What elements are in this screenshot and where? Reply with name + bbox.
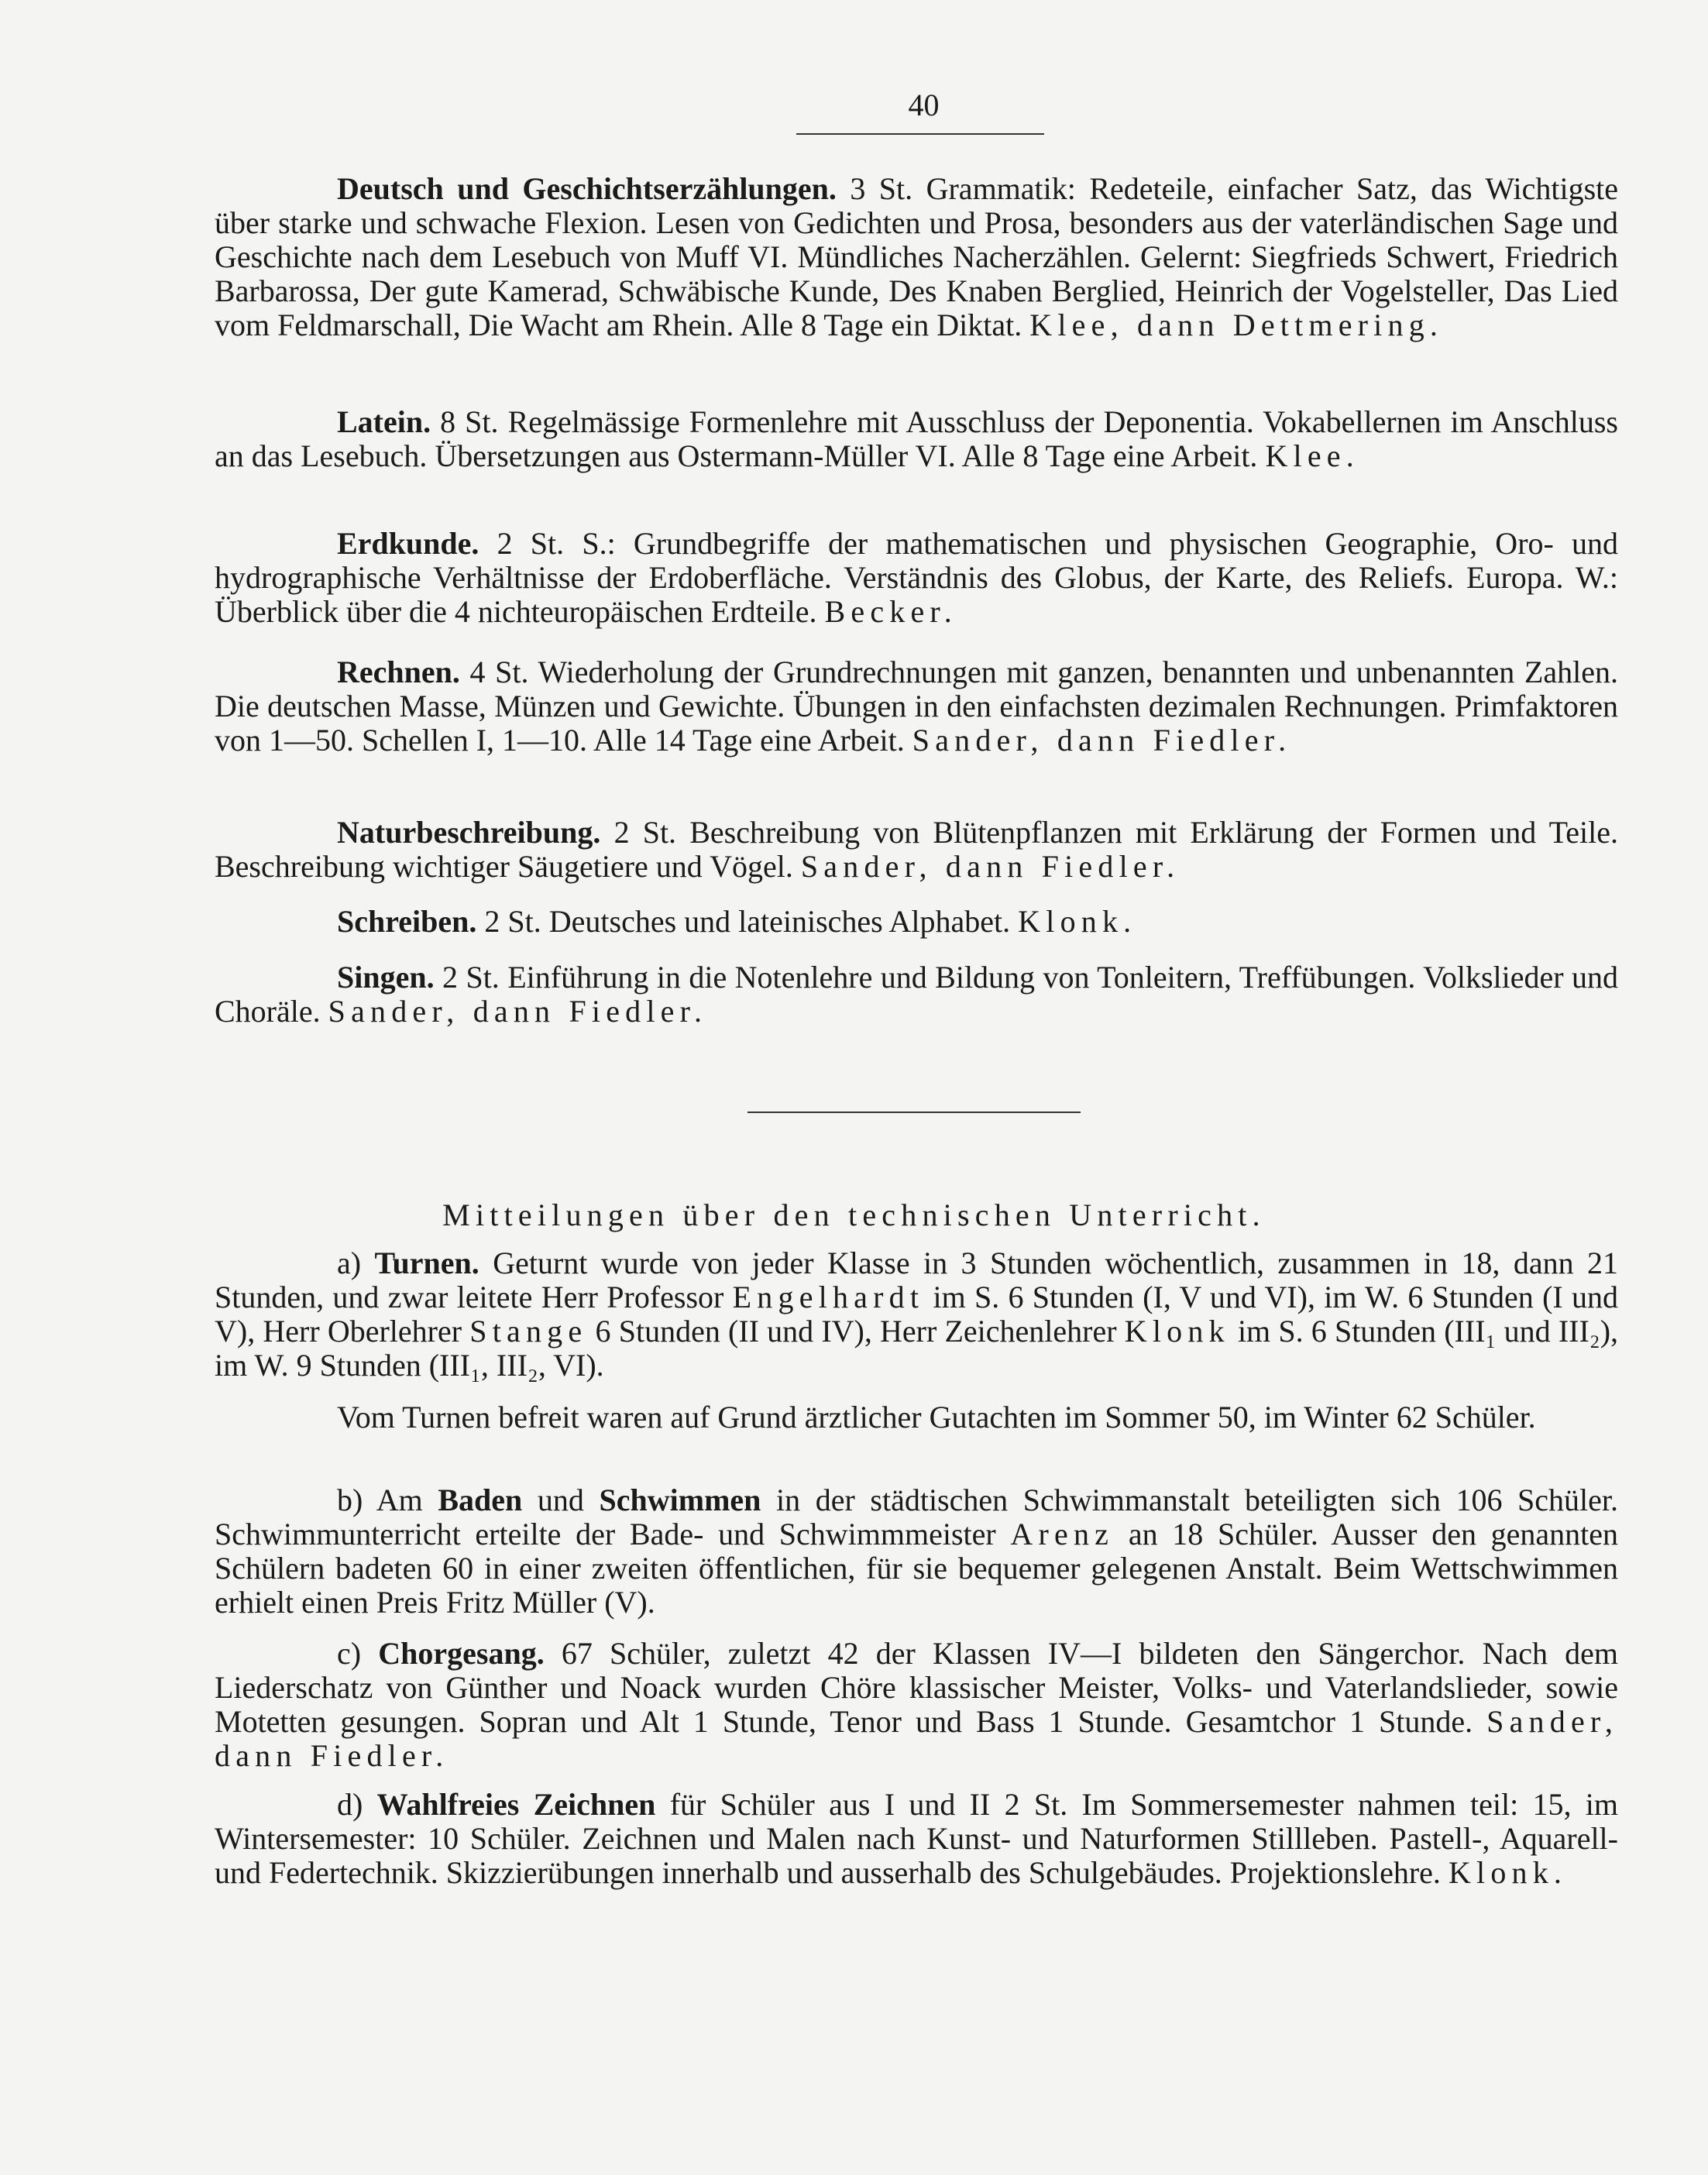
subject-text: 2 St. Beschreibung von Blütenpflanzen mit Erklärung der Formen und Teile. Beschreibung wichtiger Säugetiere und Vögel. <box>215 815 1618 884</box>
item-text: Vom Turnen befreit waren auf Grund ärztlicher Gutachten im Sommer 50, im Winter 62 Schüler. <box>337 1400 1536 1435</box>
teacher-names: Klee. <box>1265 438 1359 473</box>
teacher-names: Sander, dann Fiedler. <box>215 1704 1619 1773</box>
item-text: im S. 6 Stunden (III₁ und III₂), im W. 9 Stunden (III₁, III₂, VI). <box>215 1314 1619 1383</box>
item-text: 6 Stunden (II und IV), Herr Zeichenlehrer <box>595 1314 1117 1349</box>
item-heading: Wahlfreies Zeichnen <box>376 1787 656 1822</box>
subject-text: 8 St. Regelmässige Formenlehre mit Ausschluss der Deponentia. Vokabellernen im Anschluss an das Lesebuch. Übersetzungen aus Ostermann-Müller VI. Alle 8 Tage eine Arbeit. <box>215 404 1619 473</box>
item-text: Geturnt wurde von jeder Klasse in 3 Stunden wöchentlich, zusammen in 18, dann 21 Stunden, und zwar leitete Herr Professor <box>215 1246 1618 1314</box>
subject-text: 4 St. Wiederholung der Grundrechnungen mit ganzen, benannten und unbenannten Zahlen. Die deutschen Masse, Münzen und Gewichte. Übungen in den einfachsten dezimalen Rechnungen. Primfaktoren von 1—50. Schellen I, 1—10. Alle 14 Tage eine Arbeit. <box>215 655 1618 758</box>
teacher-names: Klee, dann Dettmering. <box>1029 308 1444 342</box>
subject-text: 3 St. Grammatik: Redeteile, einfacher Satz, das Wichtigste über starke und schwache Flexion. Lesen von Gedichten und Prosa, besonders aus der vaterländischen Sage und Geschichte nach dem Lesebuch von Muff VI. Mündliches Nacherzählen. Gelernt: Siegfrieds Schwert, Friedrich Barbarossa, Der gute Kamerad, Schwäbische Kunde, Des Knaben Berglied, Heinrich der Vogelsteller, Das Lied vom Feldmarschall, Die Wacht am Rhein. Alle 8 Tage ein Diktat. <box>215 171 1619 342</box>
item-label: d) <box>337 1787 363 1822</box>
subject-text: 2 St. S.: Grundbegriffe der mathematischen und physischen Geographie, Oro- und hydrographische Verhältnisse der Erdoberfläche. Verständnis des Globus, der Karte, des Reliefs. Europa. W.: Überblick über die 4 nichteuropäischen Erdteile. <box>215 526 1619 629</box>
paragraph-schwimmen <box>215 1483 1618 1620</box>
subject-heading: Latein. <box>337 404 431 439</box>
paragraph-turnen-befreit <box>215 1400 1618 1435</box>
subject-heading: Deutsch und Geschichtserzählungen. <box>337 171 837 206</box>
paragraph-rechnen <box>215 655 1618 758</box>
subject-heading: Erdkunde. <box>337 526 479 561</box>
subject-heading: Singen. <box>337 960 435 995</box>
item-heading: Turnen. <box>374 1246 479 1280</box>
teacher-names: Klonk. <box>1448 1855 1568 1890</box>
item-text: in der städtischen Schwimmanstalt beteiligten sich 106 Schüler. Schwimmunterricht erteilte der Bade- und Schwimmmeister <box>215 1483 1619 1551</box>
teacher-names: Sander, dann Fiedler. <box>328 994 708 1029</box>
paragraph-singen <box>215 960 1618 1029</box>
item-text: und <box>537 1483 584 1517</box>
teacher-names: Klonk. <box>1018 904 1137 939</box>
paragraph-turnen <box>215 1246 1618 1383</box>
item-label: b) <box>337 1483 363 1517</box>
item-text: 67 Schüler, zuletzt 42 der Klassen IV—I bildeten den Sängerchor. Nach dem Liederschatz von Günther und Noack wurden Chöre klassischer Meister, Volks- und Vaterlandslieder, sowie Motetten gesungen. Sopran und Alt 1 Stunde, Tenor und Bass 1 Stunde. Gesamtchor 1 Stunde. <box>215 1636 1618 1739</box>
item-heading: Chorgesang. <box>378 1636 545 1671</box>
paragraph-naturbeschreibung <box>215 816 1618 884</box>
subject-text: 2 St. Deutsches und lateinisches Alphabet. <box>484 904 1011 939</box>
page-number: 40 <box>908 88 940 122</box>
subject-heading: Naturbeschreibung. <box>337 815 601 850</box>
subject-heading: Rechnen. <box>337 655 460 689</box>
item-heading: Baden <box>438 1483 523 1517</box>
paragraph-deutsch <box>215 172 1618 342</box>
section-title: Mitteilungen über den technischen Unterricht. <box>442 1197 1266 1232</box>
item-text: Am <box>376 1483 423 1517</box>
teacher-name: Stange <box>469 1314 588 1349</box>
item-label: c) <box>337 1636 362 1671</box>
teacher-name: Arenz <box>1010 1517 1115 1551</box>
subject-text: 2 St. Einführung in die Notenlehre und Bildung von Tonleitern, Treffübungen. Volkslieder und Choräle. <box>215 960 1619 1029</box>
paragraph-schreiben <box>215 905 1618 939</box>
section-divider <box>747 1112 1081 1113</box>
paragraph-latein <box>215 405 1618 473</box>
item-text: im S. 6 Stunden (I, V und VI), im W. 6 Stunden (I und V), Herr Oberlehrer <box>215 1280 1619 1349</box>
paragraph-zeichnen <box>215 1788 1618 1890</box>
item-label: a) <box>337 1246 362 1280</box>
paragraph-erdkunde <box>215 527 1618 629</box>
teacher-names: Becker. <box>824 594 957 629</box>
teacher-name: Engelhardt <box>732 1280 925 1314</box>
teacher-name: Klonk <box>1124 1314 1230 1349</box>
item-text: für Schüler aus I und II 2 St. Im Sommersemester nahmen teil: 15, im Wintersemester: 10 Schüler. Zeichnen und Malen nach Kunst- und Naturformen Stillleben. Pastell-, Aquarell- und Federtechnik. Skizzierübungen innerhalb und ausserhalb des Schulgebäudes. Projektionslehre. <box>215 1787 1618 1890</box>
paragraph-chorgesang <box>215 1637 1618 1773</box>
item-heading: Schwimmen <box>599 1483 761 1517</box>
teacher-names: Sander, dann Fiedler. <box>800 849 1180 884</box>
header-rule <box>796 133 1044 135</box>
teacher-names: Sander, dann Fiedler. <box>912 723 1292 758</box>
item-text: an 18 Schüler. Ausser den genannten Schülern badeten 60 in einer zweiten öffentlichen, für sie bequemer gelegenen Anstalt. Beim Wettschwimmen erhielt einen Preis Fritz Müller (V). <box>215 1517 1619 1620</box>
subject-heading: Schreiben. <box>337 904 477 939</box>
